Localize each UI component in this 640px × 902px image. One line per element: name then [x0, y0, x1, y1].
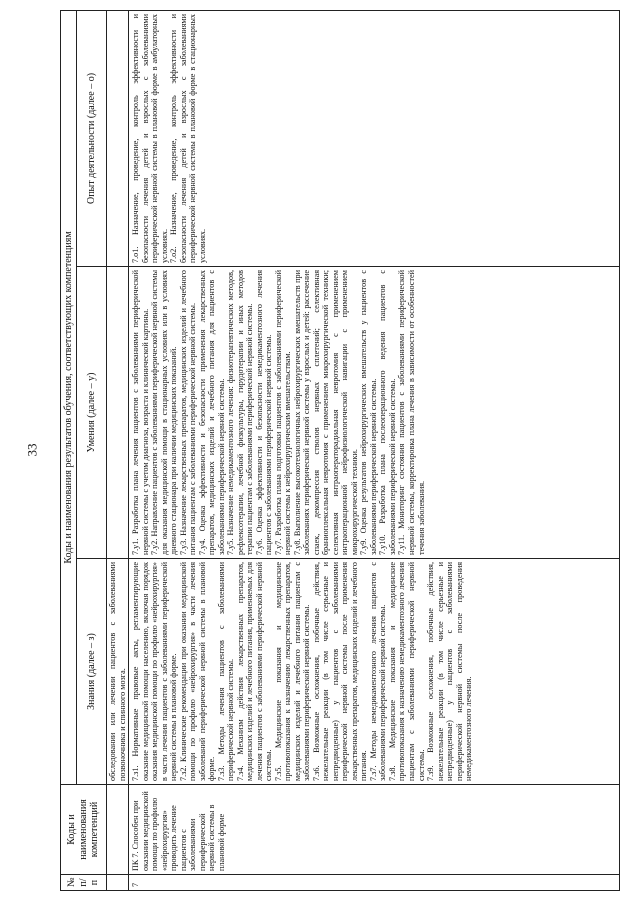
header-learning-outcomes: Коды и наименования результатов обучения, соответствующих компетенциям	[61, 11, 77, 785]
experience-item: 7.о2. Назначение, проведение, контроль эффективности и безопасности лечения детей и взрослых с заболеваниями периферической нервной системы в плановой форме в стационарных условиях.	[169, 14, 207, 263]
row-number: 7	[129, 875, 620, 891]
rotated-page-content	[60, 11, 620, 891]
header-experience: Опыт деятельности (далее – о)	[77, 11, 107, 267]
skill-item: 7.у11. Мониторинг состояния пациентов с заболеваниями периферической нервной системы, корректировка плана лечения в зависимости от особенностей течения заболевания.	[397, 270, 426, 555]
header-number: № п/п	[61, 875, 107, 891]
knowledge-item: 7.з1. Нормативные правовые акты, регламентирующие оказание медицинской помощи населению, включая порядок оказания медицинской помощи по профилю «нейрохирургия» в части лечения пациентов с заболеваниями периферической нервной системы в плановой форме.	[131, 562, 179, 781]
knowledge-continuation: обследовании или лечении пациентов с заболеваниями позвоночника и спинного мозга.	[107, 559, 129, 785]
page-number: 33	[24, 443, 40, 457]
skill-item: 7.у9. Оценка результатов нейрохирургических вмешательств у пациентов с заболеваниями периферической нервной системы.	[359, 270, 378, 555]
skill-item: 7.у7. Разработка плана подготовки пациентов с заболеваниями периферической нервной системы к нейрохирургическим вмешательствам.	[273, 270, 293, 555]
knowledge-item: 7.з9. Возможные осложнения, побочные действия, нежелательные реакции (в том числе серьезные и непредвиденные) у пациентов с заболеваниями периферической нервной системы после проведения немедикаментозного лечения.	[426, 562, 474, 781]
knowledge-item: 7.з8. Медицинские показания и медицинские противопоказания к назначению немедикаментозного лечения пациентам с заболеваниями периферической нервной системы.	[387, 562, 426, 781]
knowledge-item: 7.з7. Методы немедикаментозного лечения пациентов с заболеваниями периферической нервной системы.	[368, 562, 388, 781]
knowledge-cell	[129, 559, 620, 785]
skill-item: 7.у4. Оценка эффективности и безопасности применения лекарственных препаратов, медицинских изделий и лечебного питания для пациентов с заболеваниями периферической нервной системы.	[197, 270, 226, 555]
header-competency-code: Коды и наименования компетенций	[61, 785, 107, 875]
skill-item: 7.у1. Разработка плана лечения пациентов с заболеваниями периферической нервной системы с учетом диагноза, возраста и клинической картины.	[131, 270, 150, 555]
header-knowledge: Знания (далее – з)	[77, 559, 107, 785]
skill-item: 7.у8. Выполнение высокотехнологичных нейрохирургических вмешательств при заболеваниях периферической нервной системы у взрослых и детей: рассечение спаек, декомпрессия стволов нервных сплетений; селективная браниоплексальная невротомия с применением микрохирургической техники; селективная интраоператорадиальная невротомия с применением интраоперационной нейрофизиологической навигации с применением микрохирургической техники.	[292, 270, 359, 555]
skills-cell	[129, 267, 620, 559]
table-header-row	[61, 11, 77, 891]
skill-item: 7.у10. Разработка плана послеоперационного ведения пациентов с заболеваниями периферической нервной системы.	[378, 270, 397, 555]
knowledge-item: 7.з4. Механизм действия лекарственных препаратов, медицинских изделий и лечебного питания, применяемых для лечения пациентов с заболеваниями периферической нервной системы.	[235, 562, 274, 781]
skill-item: 7.у2. Направление пациентов с заболеваниями периферической нервной системы для оказания медицинской помощи в стационарных условиях или в условиях дневного стационара при наличии медицинских показаний.	[150, 270, 179, 555]
skill-item: 7.у3. Назначение лекарственных препаратов, медицинских изделий и лечебного питания пациентам с заболеваниями периферической нервной системы.	[178, 270, 198, 555]
table-subheader-row	[77, 11, 107, 891]
knowledge-item: 7.з5. Медицинские показания и медицинские противопоказания к назначению лекарственных препаратов, медицинских изделий и лечебного питания пациентам с заболеваниями периферической нервной системы.	[273, 562, 312, 781]
knowledge-item: 7.з2. Клинические рекомендации при оказании медицинской помощи по профилю «нейрохирургия» в части лечения заболеваний периферической нервной системы в плановой форме.	[178, 562, 217, 781]
knowledge-item: 7.з3. Методы лечения пациентов с заболеваниями периферической нервной системы.	[216, 562, 236, 781]
table-row	[129, 11, 620, 891]
competency-table	[60, 10, 620, 891]
table-row-continued	[107, 11, 129, 891]
experience-item: 7.о1. Назначение, проведение, контроль эффективности и безопасности лечения детей и взрослых с заболеваниями периферической нервной системы в плановой форме в амбулаторных условиях.	[131, 14, 169, 263]
skill-item: 7.у6. Оценка эффективности и безопасности немедикаментозного лечения пациентов с заболеваниями периферической нервной системы.	[254, 270, 274, 555]
header-skills: Умения (далее – у)	[77, 267, 107, 559]
knowledge-item: 7.з6. Возможные осложнения, побочные действия, нежелательные реакции (в том числе серьезные и непредвиденные) у пациентов с заболеваниями периферической нервной системы после применения лекарственных препаратов, медицинских изделий и лечебного питания.	[311, 562, 369, 781]
competency-code: ПК 7. Способен при оказании медицинской помощи по профилю «нейрохирургия» проводить лечение пациентов с заболеваниями периферической нервной системы в плановой форме	[129, 785, 620, 875]
experience-cell	[129, 11, 620, 267]
skill-item: 7.у5. Назначение немедикаментозного лечения: физиотерапевтических методов, рефлексотерапии, лечебной физкультуры, гирудотерапии и иных методов терапии пациентам с заболеваниями периферической нервной системы.	[226, 270, 255, 555]
